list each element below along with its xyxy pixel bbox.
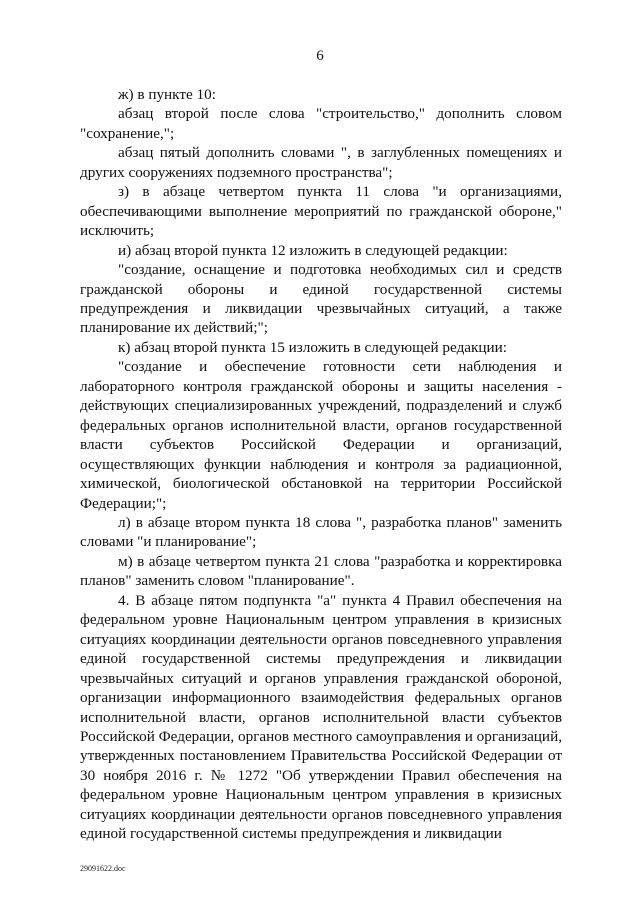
paragraph-quote-sozdanie-seti: "создание и обеспечение готовности сети наблюдения и лабораторного контроля гражданской обороны и защиты населения - действующих специализированных учреждений, подразделений и служб федеральных органов исполнительной власти, органов государственной власти субъектов Российской Федерации и организаций, осуществляющих функции наблюдения и контроля за радиационной, химической, биологической обстановкой на территории Российской Федерации;"; (80, 358, 562, 512)
paragraph-abzac-pyatyy: абзац пятый дополнить словами ", в заглубленных помещениях и других сооружениях подземного пространства"; (80, 144, 562, 181)
paragraph-item-k: к) абзац второй пункта 15 изложить в следующей редакции: (118, 338, 508, 356)
page-number: 6 (316, 48, 324, 64)
paragraph-item-zh: ж) в пункте 10: (118, 86, 216, 103)
paragraph-point-4: 4. В абзаце пятом подпункта "а" пункта 4 Правил обеспечения на федеральном уровне Национальным центром управления в кризисных ситуациях координации деятельности органов повседневного управления единой государственной системы предупреждения и ликвидации чрезвычайных ситуаций и органов управления гражданской обороной, организации информационного взаимодействия федеральных органов исполнительной власти, органов исполнительной власти субъектов Российской Федерации, органов местного самоуправления и организаций, утвержденных постановлением Правительства Российской Федерации от 30 ноября 2016 г. № 1272 "Об утверждении Правил обеспечения на федеральном уровне Национальным центром управления в кризисных ситуациях координации деятельности органов повседневного управления единой государственной системы предупреждения и ликвидации (80, 591, 562, 843)
document-body (80, 85, 562, 844)
paragraph-abzac-vtoroy: абзац второй после слова "строительство," дополнить словом "сохранение,"; (80, 105, 562, 142)
paragraph-item-i: и) абзац второй пункта 12 изложить в следующей редакции: (118, 241, 508, 259)
paragraph-item-m: м) в абзаце четвертом пункта 21 слова "разработка и корректировка планов" заменить словом "планирование". (80, 552, 562, 590)
document-file-name: 29091622.doc (80, 864, 126, 873)
paragraph-item-l: л) в абзаце втором пункта 18 слова ", разработка планов" заменить словами "и планирование"; (80, 513, 562, 551)
paragraph-quote-sozdanie-osnaschenie: "создание, оснащение и подготовка необходимых сил и средств гражданской обороны и единой государственной системы предупреждения и ликвидации чрезвычайных ситуаций, а также планирование их действий;"; (80, 261, 562, 337)
paragraph-item-z: з) в абзаце четвертом пункта 11 слова "и организациями, обеспечивающими выполнение мероприятий по гражданской обороне," исключить; (80, 183, 562, 240)
